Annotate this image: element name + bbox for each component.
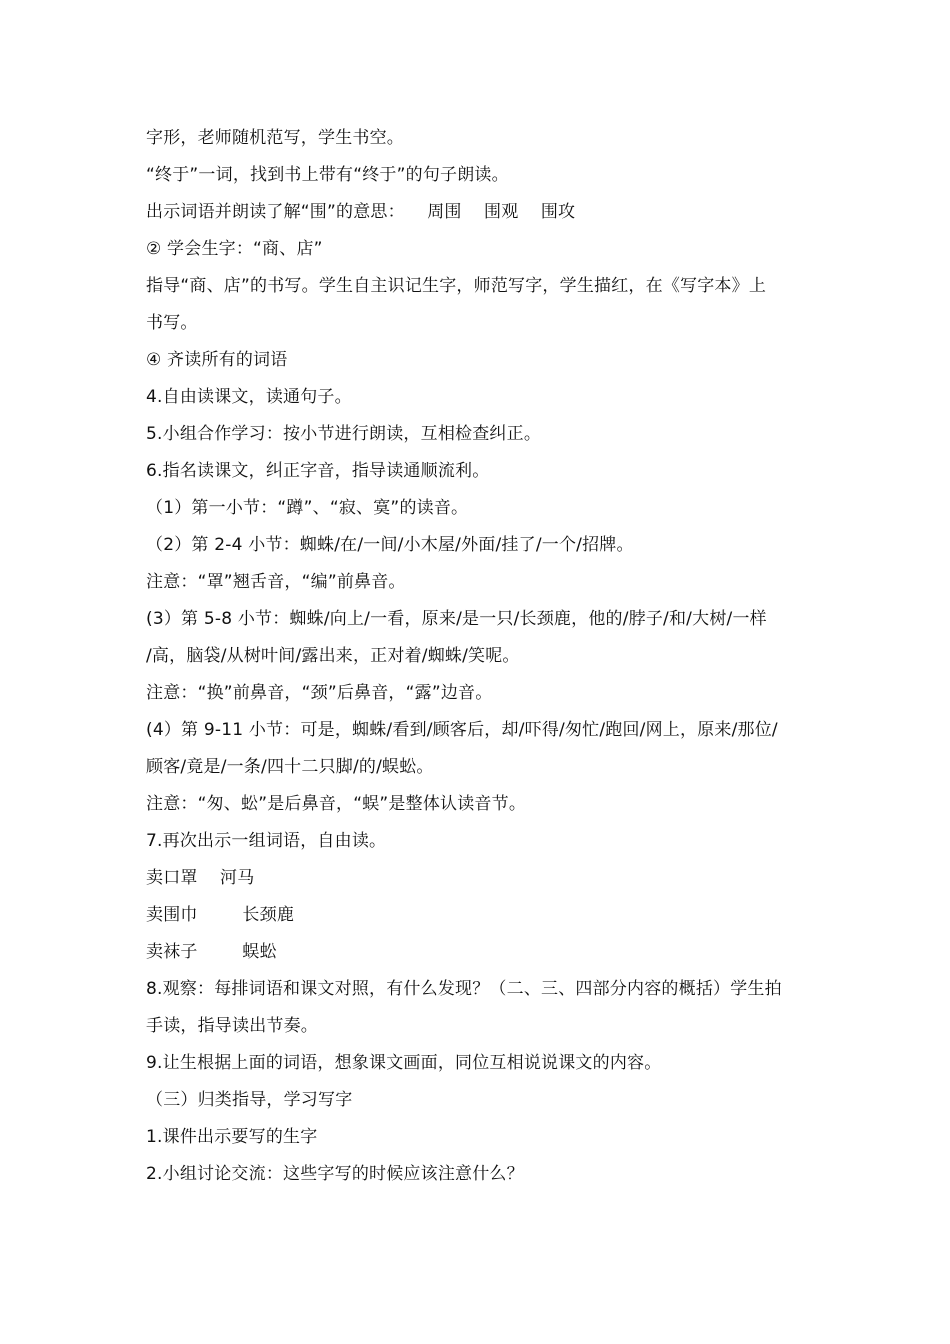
text-line: 注意：“匆、蚣”是后鼻音，“蜈”是整体认读音节。 (146, 794, 527, 814)
text-line: 7.再次出示一组词语，自由读。 (146, 831, 387, 851)
text-line: 顾客/竟是/一条/四十二只脚/的/蜈蚣。 (146, 757, 434, 777)
text-line: 8.观察：每排词语和课文对照，有什么发现？（二、三、四部分内容的概括）学生拍 (146, 979, 782, 999)
text-line: 卖围巾 长颈鹿 (146, 905, 295, 925)
text-line: ② 学会生字：“商、店” (146, 239, 323, 259)
text-line: （2）第 2-4 小节：蜘蛛/在/一间/小木屋/外面/挂了/一个/招牌。 (146, 535, 634, 555)
text-line: 手读，指导读出节奏。 (146, 1016, 318, 1036)
text-line: /高，脑袋/从树叶间/露出来，正对着/蜘蛛/笑呢。 (146, 646, 520, 666)
text-line: 书写。 (146, 313, 198, 333)
text-line: 注意：“罩”翘舌音，“编”前鼻音。 (146, 572, 406, 592)
text-line: 5.小组合作学习：按小节进行朗读，互相检查纠正。 (146, 424, 542, 444)
text-line: 出示词语并朗读了解“围”的意思： 周围 围观 围攻 (146, 202, 576, 222)
text-line: ④ 齐读所有的词语 (146, 350, 288, 370)
text-line: 2.小组讨论交流：这些字写的时候应该注意什么？ (146, 1164, 524, 1184)
text-line: (3）第 5-8 小节：蜘蛛/向上/一看，原来/是一只/长颈鹿，他的/脖子/和/大树/一样 (146, 609, 767, 629)
text-line: (4）第 9-11 小节：可是，蜘蛛/看到/顾客后，却/吓得/匆忙/跑回/网上，原来/那位/ (146, 720, 778, 740)
text-line: 注意：“换”前鼻音，“颈”后鼻音，“露”边音。 (146, 683, 493, 703)
document-body (146, 120, 812, 1193)
text-line: 卖口罩 河马 (146, 868, 255, 888)
text-line: 4.自由读课文，读通句子。 (146, 387, 352, 407)
text-line: 9.让生根据上面的词语，想象课文画面，同位互相说说课文的内容。 (146, 1053, 662, 1073)
text-line: 字形，老师随机范写，学生书空。 (146, 128, 404, 148)
text-line: （三）归类指导，学习写字 (146, 1090, 353, 1110)
text-line: 指导“商、店”的书写。学生自主识记生字，师范写字，学生描红，在《写字本》上 (146, 276, 767, 296)
text-line: “终于”一词，找到书上带有“终于”的句子朗读。 (146, 165, 509, 185)
text-line: 6.指名读课文，纠正字音，指导读通顺流利。 (146, 461, 490, 481)
text-line: （1）第一小节：“蹲”、“寂、寞”的读音。 (146, 498, 469, 518)
text-line: 卖袜子 蜈蚣 (146, 942, 277, 962)
text-line: 1.课件出示要写的生字 (146, 1127, 318, 1147)
